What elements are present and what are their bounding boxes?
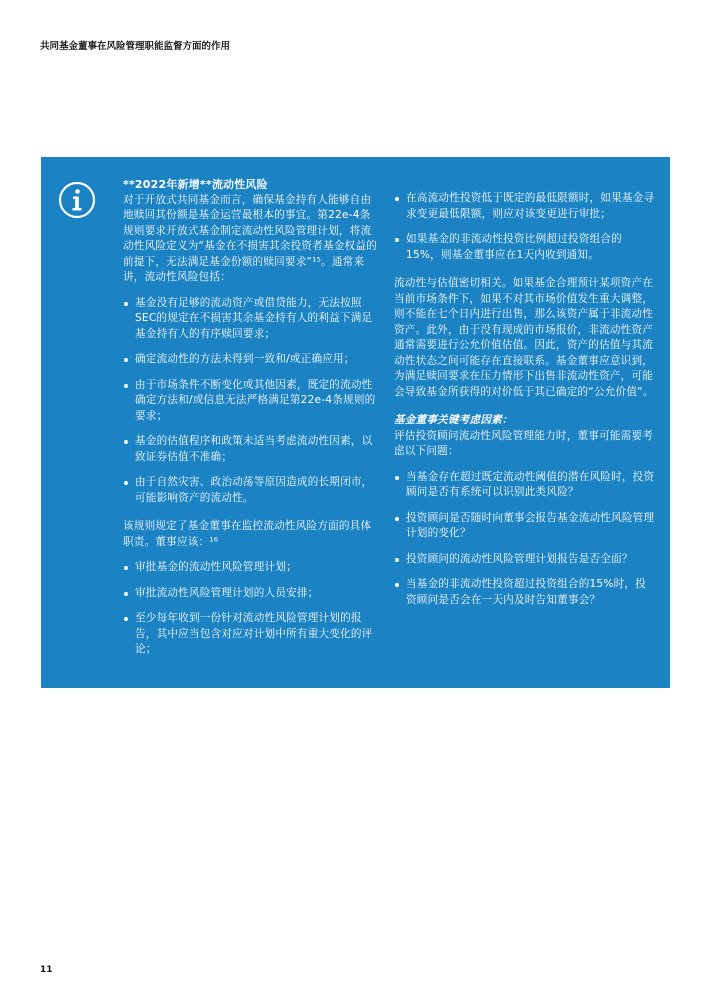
key-factors-title: 基金董事关键考虑因素： bbox=[394, 414, 513, 426]
list-item: 由于自然灾害、政治动荡等原因造成的长期闭市，可能影响资产的流动性。 bbox=[123, 475, 379, 506]
duty-intro-paragraph: 该规则规定了基金董事在监控流动性风险方面的具体职责。董事应该：¹⁶ bbox=[123, 520, 372, 548]
valuation-paragraph: 流动性与估值密切相关。如果基金合理预计某项资产在当前市场条件下，如果不对其市场价值发生重大调整，则不能在七个日内进行出售，那么该资产属于非流动性资产。此外，由于没有现成的市场报价，非流动性资产通常需要进行公允价值估值。因此，资产的估值与其流动性状态之间可能存在直接联系。基金董事应意识到，为满足赎回要求在压力情形下出售非流动性资产，可能会导致基金所获得的对价低于其已确定的“公允价值”。 bbox=[394, 277, 654, 398]
question-list bbox=[394, 470, 656, 609]
right-column bbox=[394, 191, 656, 608]
list-item: 当基金的非流动性投资超过投资组合的15%时，投资顾问是否会在一天内及时告知董事会？ bbox=[394, 577, 656, 608]
key-factors-intro: 评估投资顾问流动性风险管理能力时，董事可能需要考虑以下问题： bbox=[394, 429, 654, 457]
section-title: **2022年新增**流动性风险 bbox=[123, 178, 268, 191]
info-icon bbox=[58, 181, 96, 219]
list-item: 在高流动性投资低于既定的最低限额时，如果基金寻求变更最低限额，则应对该变更进行审批； bbox=[394, 191, 656, 222]
list-item: 投资顾问是否随时向董事会报告基金流动性风险管理计划的变化？ bbox=[394, 511, 656, 542]
duty-list bbox=[123, 560, 379, 658]
list-item: 审批基金的流动性风险管理计划； bbox=[123, 560, 379, 576]
page-header-title: 共同基金董事在风险管理职能监督方面的作用 bbox=[40, 41, 231, 52]
list-item: 至少每年收到一份针对流动性风险管理计划的报告，其中应当包含对应对计划中所有重大变化的评论； bbox=[123, 611, 379, 658]
risk-list bbox=[123, 296, 379, 507]
intro-paragraph: 对于开放式共同基金而言，确保基金持有人能够自由地赎回其份额是基金运营最根本的事宜。第22e-4条规则要求开放式基金制定流动性风险管理计划，将流动性风险定义为“基金在不损害其余投资者基金权益的前提下，无法满足基金份额的赎回要求”¹⁵。通常来讲，流动性风险包括： bbox=[123, 193, 377, 283]
page-number: 11 bbox=[40, 965, 53, 975]
list-item: 投资顾问的流动性风险管理计划报告是否全面？ bbox=[394, 552, 656, 568]
list-item: 当基金存在超过既定流动性阈值的潜在风险时，投资顾问是否有系统可以识别此类风险？ bbox=[394, 470, 656, 501]
list-item: 确定流动性的方法未得到一致和/或正确应用； bbox=[123, 352, 379, 368]
list-item: 基金没有足够的流动资产或借贷能力，无法按照SEC的规定在不损害其余基金持有人的利益下满足基金持有人的有序赎回要求； bbox=[123, 296, 379, 343]
left-column bbox=[123, 177, 379, 658]
list-item: 审批流动性风险管理计划的人员安排； bbox=[123, 586, 379, 602]
duty-list-continued bbox=[394, 191, 656, 263]
list-item: 基金的估值程序和政策未适当考虑流动性因素，以致证券估值不准确； bbox=[123, 434, 379, 465]
liquidity-risk-panel bbox=[41, 157, 670, 688]
list-item: 如果基金的非流动性投资比例超过投资组合的15%，则基金董事应在1天内收到通知。 bbox=[394, 232, 656, 263]
list-item: 由于市场条件不断变化或其他因素，既定的流动性确定方法和/或信息无法严格满足第22e-4条规则的要求； bbox=[123, 378, 379, 425]
